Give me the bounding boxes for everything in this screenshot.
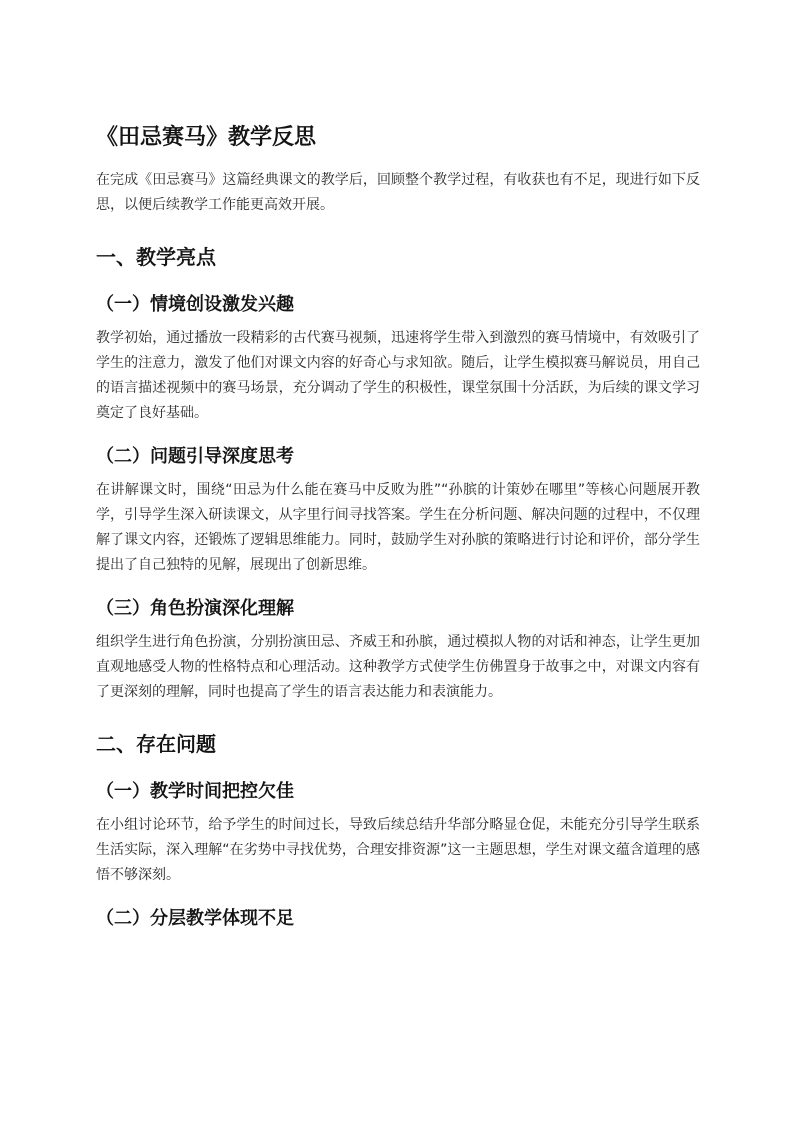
subsection-heading: （三）角色扮演深化理解 (96, 598, 294, 619)
subsection-heading: （二）问题引导深度思考 (96, 446, 294, 467)
intro-paragraph: 在完成《田忌赛马》这篇经典课文的教学后，回顾整个教学过程，有收获也有不足，现进行如下反思，以便后续教学工作能更高效开展。 (96, 172, 700, 213)
section-heading: 二、存在问题 (96, 732, 216, 756)
subsection-paragraph: 在小组讨论环节，给予学生的时间过长，导致后续总结升华部分略显仓促，未能充分引导学生联系生活实际，深入理解“在劣势中寻找优势，合理安排资源”这一主题思想，学生对课文蕴含道理的感悟不够深刻。 (96, 817, 700, 883)
subsection-heading: （一）情境创设激发兴趣 (96, 294, 294, 315)
subsection-paragraph: 组织学生进行角色扮演，分别扮演田忌、齐威王和孙膑，通过模拟人物的对话和神态，让学生更加直观地感受人物的性格特点和心理活动。这种教学方式使学生仿佛置身于故事之中，对课文内容有了更深刻的理解，同时也提高了学生的语言表达能力和表演能力。 (96, 634, 700, 700)
section-problems (96, 727, 700, 934)
section-highlights (96, 240, 700, 705)
document-title: 《田忌赛马》教学反思 (96, 125, 317, 150)
subsection-paragraph: 教学初始，通过播放一段精彩的古代赛马视频，迅速将学生带入到激烈的赛马情境中，有效吸引了学生的注意力，激发了他们对课文内容的好奇心与求知欲。随后，让学生模拟赛马解说员，用自己的语言描述视频中的赛马场景，充分调动了学生的积极性，课堂氛围十分活跃，为后续的课文学习奠定了良好基础。 (96, 330, 700, 421)
document-page (96, 118, 700, 940)
subsection-heading: （二）分层教学体现不足 (96, 908, 294, 929)
section-heading: 一、教学亮点 (96, 245, 216, 269)
subsection-paragraph: 在讲解课文时，围绕“田忌为什么能在赛马中反败为胜”“孙膑的计策妙在哪里”等核心问题展开教学，引导学生深入研读课文，从字里行间寻找答案。学生在分析问题、解决问题的过程中，不仅理解了课文内容，还锻炼了逻辑思维能力。同时，鼓励学生对孙膑的策略进行讨论和评价，部分学生提出了自己独特的见解，展现出了创新思维。 (96, 482, 700, 573)
subsection-heading: （一）教学时间把控欠佳 (96, 781, 294, 802)
